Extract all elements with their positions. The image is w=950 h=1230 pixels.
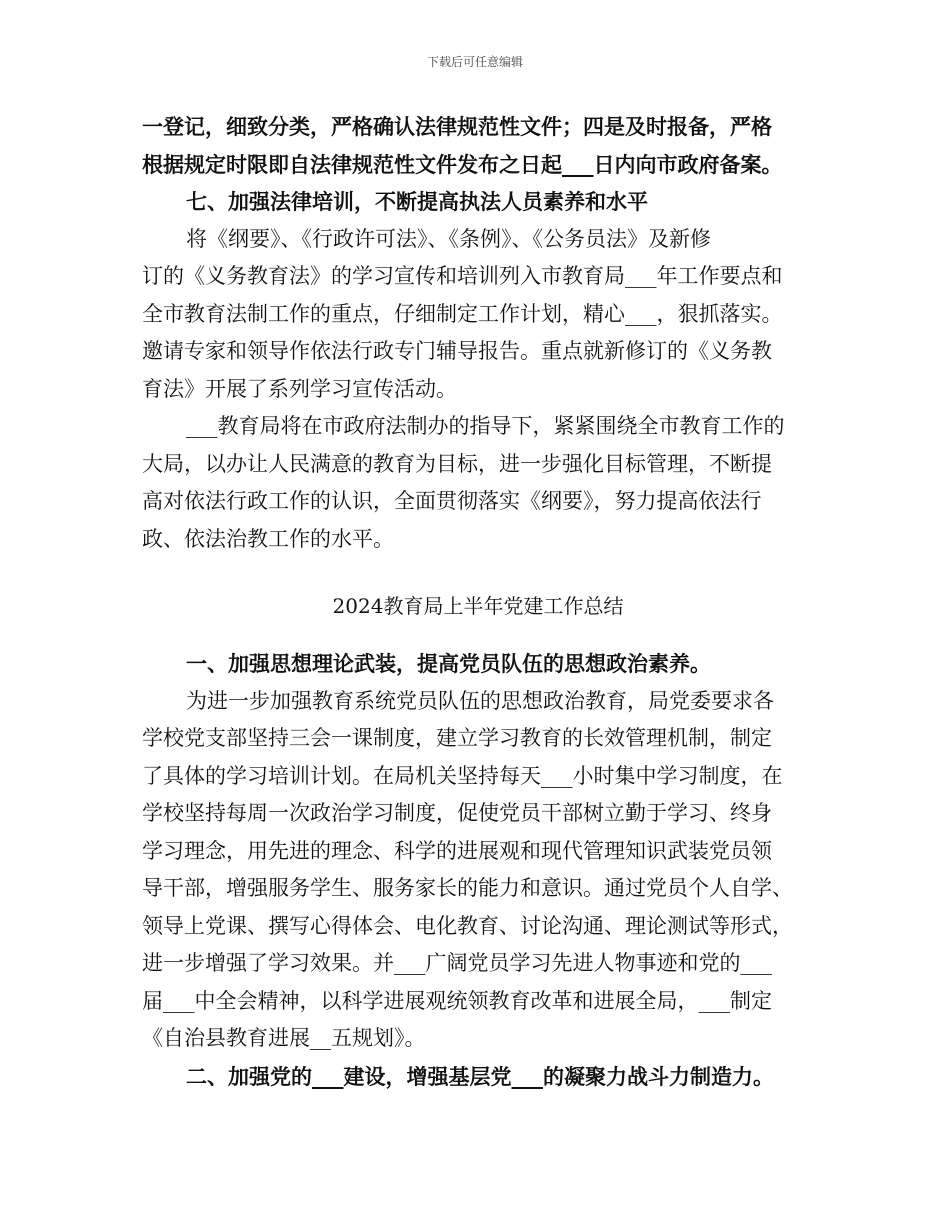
text-line: 育法》开展了系列学习宣传活动。 — [142, 376, 457, 401]
text-line: 根据规定时限即自法律规范性文件发布之日起___日内向市政府备案。 — [142, 151, 783, 177]
text-line: 政、依法治教工作的水平。 — [142, 526, 394, 551]
text-line: 订的《义务教育法》的学习宣传和培训列入市教育局___年工作要点和 — [142, 264, 783, 288]
section-a-paragraph — [142, 108, 814, 183]
text-line: 导干部，增强服务学生、服务家长的能力和意识。通过党员个人自学、 — [142, 876, 793, 900]
paragraph-conclusion — [142, 408, 814, 558]
text-line: 了具体的学习培训计划。在局机关坚持每天___小时集中学习制度，在 — [142, 763, 783, 788]
text-line: 大局，以办让人民满意的教育为目标，进一步强化目标管理，不断提 — [142, 451, 772, 476]
paragraph-one — [142, 683, 814, 1058]
text-line: 高对依法行政工作的认识，全面贯彻落实《纲要》，努力提高依法行 — [142, 489, 762, 513]
text-line: 进一步增强了学习效果。并___广阔党员学习先进人物事迹和党的___ — [142, 951, 772, 975]
spacer — [142, 625, 814, 645]
page-header: 下载后可任意编辑 — [426, 55, 523, 69]
text-line: 学校坚持每周一次政治学习制度，促使党员干部树立勤于学习、终身 — [142, 801, 772, 825]
heading-seven: 七、加强法律培训，不断提高执法人员素养和水平 — [186, 189, 648, 214]
text-line: ___教育局将在市政府法制办的指导下，紧紧围绕全市教育工作的 — [186, 414, 785, 438]
text-line: 学校党支部坚持三会一课制度，建立学习教育的长效管理机制，制定 — [142, 726, 772, 750]
heading-one: 一、加强思想理论武装，提高党员队伍的思想政治素养。 — [186, 651, 711, 676]
text-line: 《自治县教育进展__五规划》。 — [142, 1026, 426, 1050]
text-line: 届___中全会精神，以科学进展观统领教育改革和进展全局，___制定 — [142, 988, 772, 1013]
document-body — [142, 108, 814, 1095]
text-line: 学习理念，用先进的理念、科学的进展观和现代管理知识武装党员领 — [142, 838, 772, 863]
heading-two: 二、加强党的___建设，增强基层党___的凝聚力战斗力制造力。 — [186, 1063, 774, 1089]
text-line: 全市教育法制工作的重点，仔细制定工作计划，精心___，狠抓落实。 — [142, 301, 783, 326]
text-line: 将《纲要》、《行政许可法》、《条例》、《公务员法》及新修 — [186, 226, 711, 251]
document-title: 2024教育局上半年党建工作总结 — [332, 594, 624, 618]
text-line: 领导上党课、撰写心得体会、电化教育、讨论沟通、理论测试等形式， — [142, 913, 793, 938]
paragraph-seven — [142, 221, 814, 409]
text-line: 邀请专家和领导作依法行政专门辅导报告。重点就新修订的《义务教 — [142, 339, 772, 363]
text-line: 一登记，细致分类，严格确认法律规范性文件；四是及时报备，严格 — [142, 114, 772, 139]
text-line: 为进一步加强教育系统党员队伍的思想政治教育，局党委要求各 — [186, 688, 774, 713]
spacer — [142, 558, 814, 588]
